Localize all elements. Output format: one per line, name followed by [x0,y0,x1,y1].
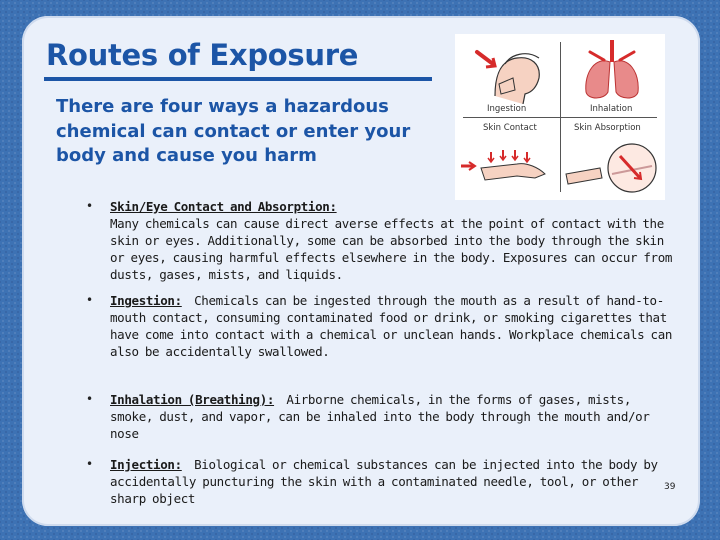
ingestion-label: Ingestion [487,104,527,114]
lungs-icon [560,34,665,104]
skin-absorption-label: Skin Absorption [574,123,641,133]
bullet-body: Biological or chemical substances can be injected into the body by accidentally puncturing the skin with a contaminated needle, tool, or other sharp object [110,457,658,506]
bullet-heading: Skin/Eye Contact and Absorption: [110,199,337,214]
bullet-text [110,292,676,360]
bullet-marker: • [86,199,94,213]
bullet-marker: • [86,392,94,406]
bullet-heading: Ingestion: [110,293,182,308]
bullet-body: Many chemicals can cause direct averse effects at the point of contact with the skin or eyes. Additionally, some can be absorbed into the body through the skin or eyes, causing harmful effects elsewhere in the body. Exposures can occur from dusts, gases, mists, and liquids. [110,216,673,282]
skin-absorption-illustration-icon [560,134,665,200]
bullet-heading: Injection: [110,457,182,472]
page-number: 39 [664,482,676,492]
ingestion-cell [455,34,560,117]
routes-of-exposure-figure [455,34,665,200]
skin-contact-label: Skin Contact [483,123,537,133]
bullet-text [110,391,676,442]
bullet-marker: • [86,457,94,471]
skin-contact-illustration-icon [455,134,560,200]
bullet-marker: • [86,293,94,307]
slide-title: Routes of Exposure [46,38,359,72]
bullet-body: Airborne chemicals, in the forms of gases, mists, smoke, dust, and vapor, can be inhaled into the body through the mouth and/or nose [110,392,650,441]
inhalation-cell [560,34,665,117]
slide-subtitle: There are four ways a hazardous chemical can contact or enter your body and cause you harm [56,96,411,166]
bullet-heading: Inhalation (Breathing): [110,392,275,407]
ingestion-illustration-icon [455,34,560,104]
title-underline [44,77,432,81]
skin-contact-cell [455,117,560,200]
bullet-text [110,198,676,283]
inhalation-label: Inhalation [590,104,633,114]
skin-absorption-cell [560,117,665,200]
bullet-text [110,456,676,507]
bullet-body: Chemicals can be ingested through the mouth as a result of hand-to-mouth contact, consuming contaminated food or drink, or smoking cigarettes that have come into contact with a chemical or unclean hands. Workplace chemicals can also be accidentally swallowed. [110,293,673,359]
